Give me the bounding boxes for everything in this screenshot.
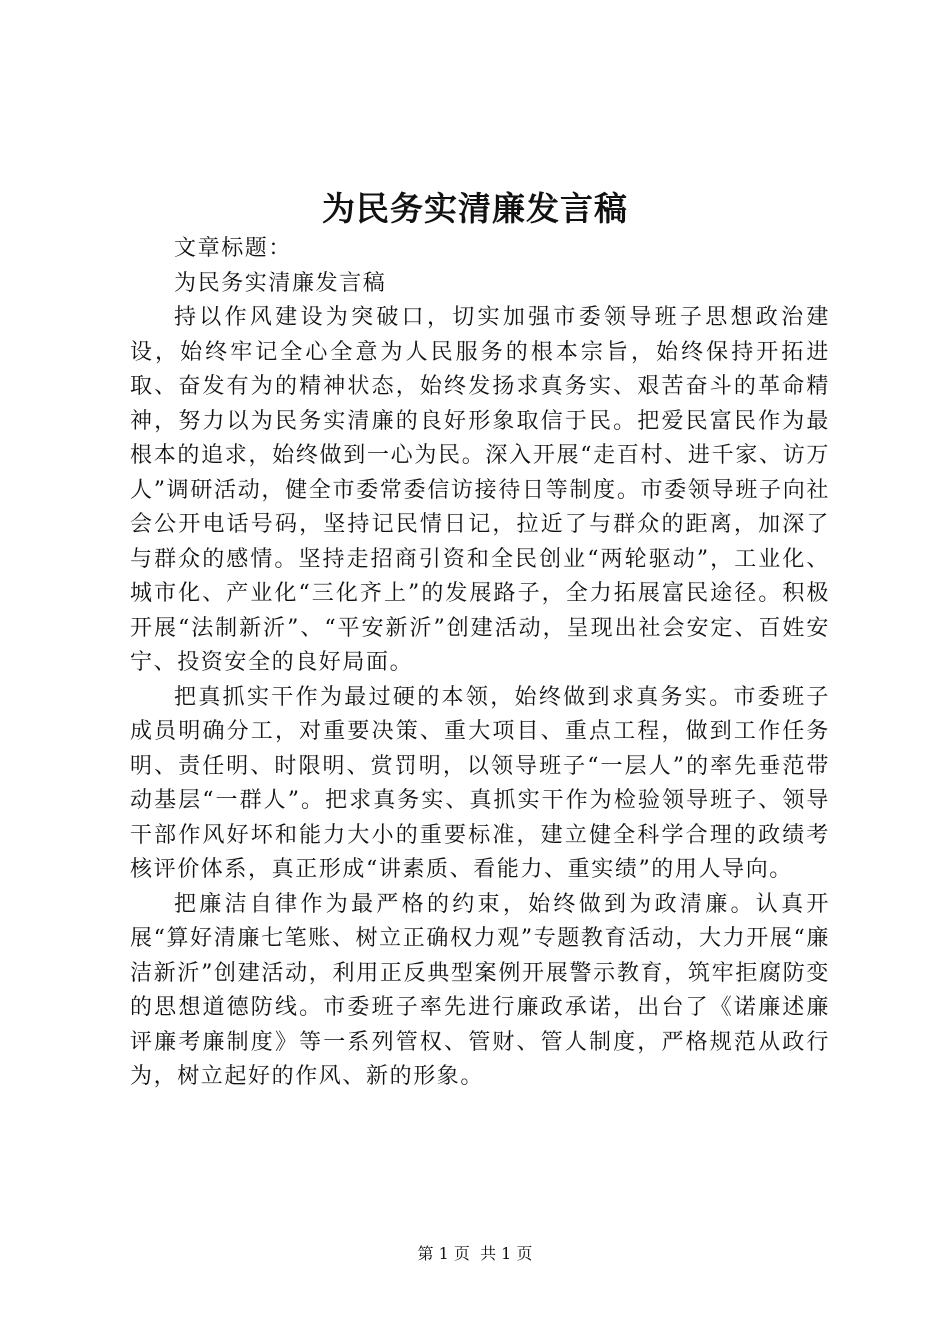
page-footer — [0, 1242, 950, 1266]
article-title-value: 为民务实清廉发言稿 — [174, 270, 387, 296]
body-paragraph-2: 把真抓实干作为最过硬的本领，始终做到求真务实。市委班子成员明确分工，对重要决策、重大项目、重点工程，做到工作任务明、责任明、时限明、赏罚明，以领导班子“一层人”的率先垂范带动基层“一群人”。把求真务实、真抓实干作为检验领导班子、领导干部作风好坏和能力大小的重要标准，建立健全科学合理的政绩考核评价体系，真正形成“讲素质、看能力、重实绩”的用人导向。 — [130, 684, 830, 882]
page-number-total: 共 1 页 — [480, 1244, 533, 1263]
footer-separator — [470, 1244, 480, 1263]
document-body — [130, 232, 830, 1095]
body-paragraph-1: 持以作风建设为突破口，切实加强市委领导班子思想政治建设，始终牢记全心全意为人民服务的根本宗旨，始终保持开拓进取、奋发有为的精神状态，始终发扬求真务实、艰苦奋斗的革命精神，努力以为民务实清廉的良好形象取信于民。把爱民富民作为最根本的追求，始终做到一心为民。深入开展“走百村、进千家、访万人”调研活动，健全市委常委信访接待日等制度。市委领导班子向社会公开电话号码，坚持记民情日记，拉近了与群众的距离，加深了与群众的感情。坚持走招商引资和全民创业“两轮驱动”，工业化、城市化、产业化“三化齐上”的发展路子，全力拓展富民途径。积极开展“法制新沂”、“平安新沂”创建活动，呈现出社会安定、百姓安宁、投资安全的良好局面。 — [130, 305, 830, 675]
article-title-label: 文章标题： — [174, 236, 293, 261]
document-title: 为民务实清廉发言稿 — [322, 189, 628, 228]
body-paragraph-3: 把廉洁自律作为最严格的约束，始终做到为政清廉。认真开展“算好清廉七笔账、树立正确权力观”专题教育活动，大力开展“廉洁新沂”创建活动，利用正反典型案例开展警示教育，筑牢拒腐防变的思想道德防线。市委班子率先进行廉政承诺，出台了《诺廉述廉评廉考廉制度》等一系列管权、管财、管人制度，严格规范从政行为，树立起好的作风、新的形象。 — [130, 891, 830, 1089]
page-number-current: 第 1 页 — [417, 1244, 470, 1263]
